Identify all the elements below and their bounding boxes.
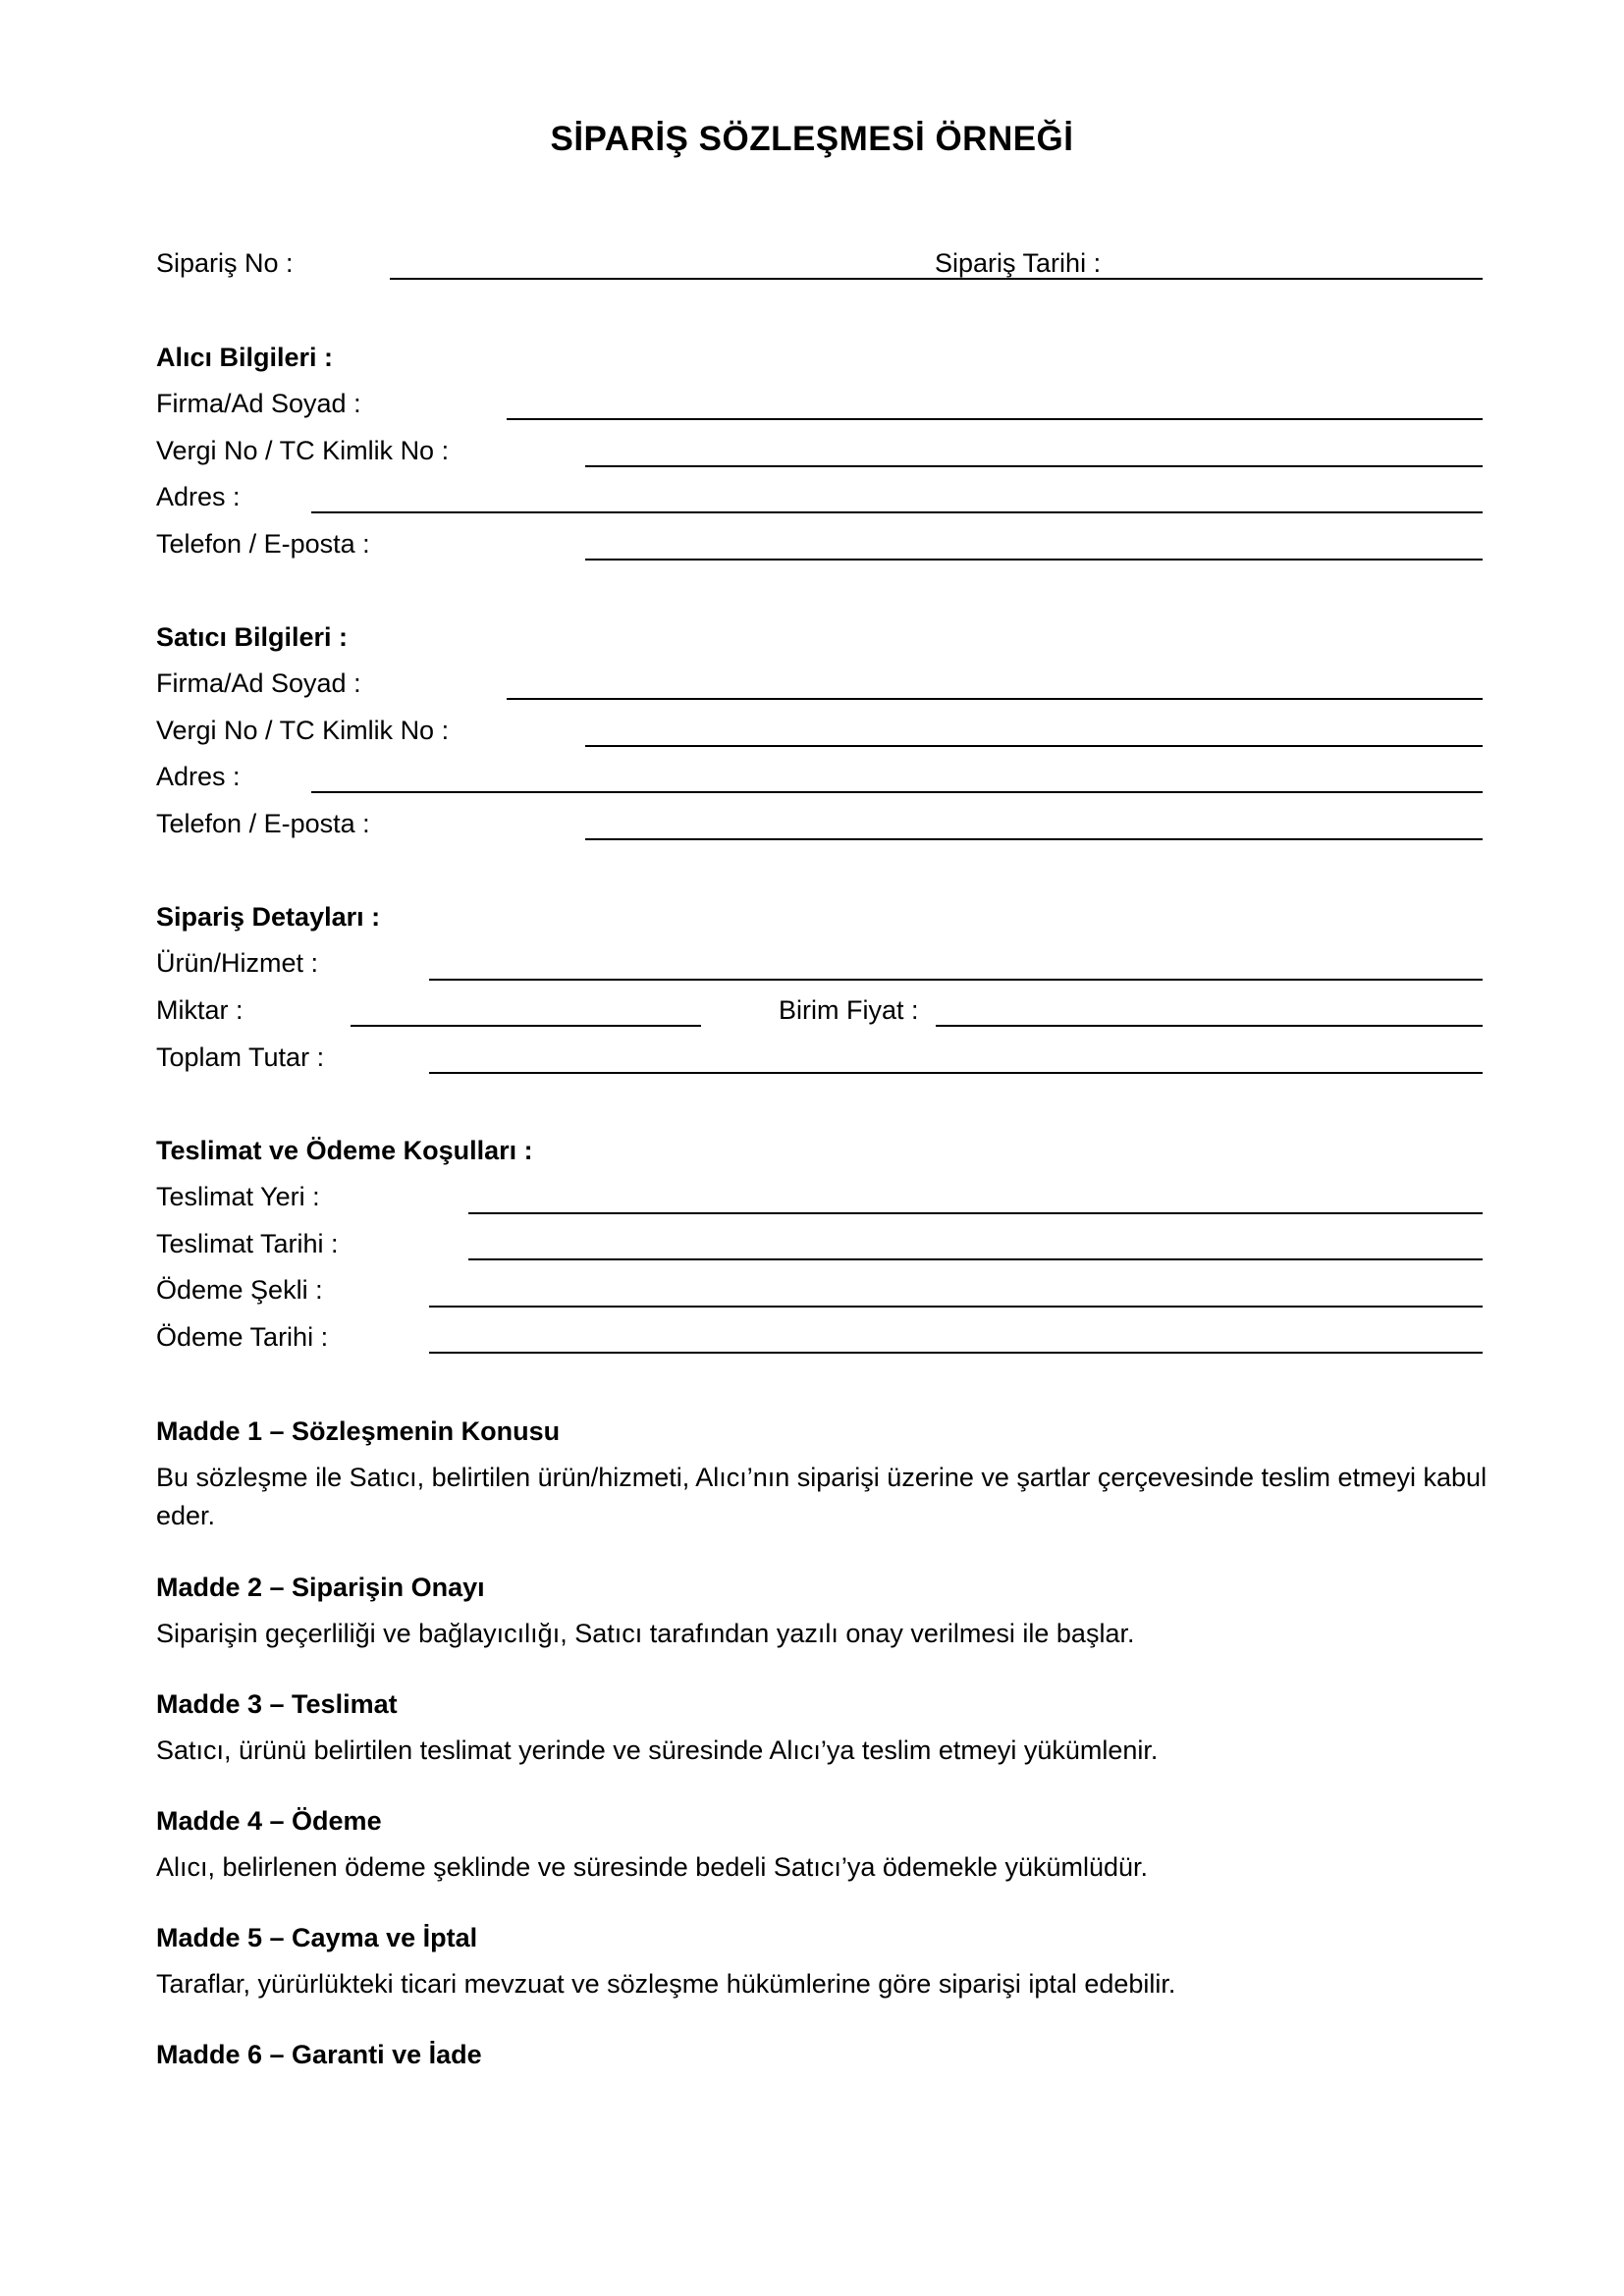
seller-tax-label: Vergi No / TC Kimlik No : — [156, 716, 450, 745]
payment-method-label: Ödeme Şekli : — [156, 1275, 323, 1305]
product-line[interactable] — [429, 979, 1483, 981]
delivery-date-label: Teslimat Tarihi : — [156, 1229, 339, 1258]
article-1-heading: Madde 1 – Sözleşmenin Konusu — [156, 1416, 561, 1446]
document-title: SİPARİŞ SÖZLEŞMESİ ÖRNEĞİ — [550, 120, 1074, 158]
buyer-tax-label: Vergi No / TC Kimlik No : — [156, 436, 450, 465]
seller-contact-label: Telefon / E-posta : — [156, 809, 370, 838]
article-4-heading: Madde 4 – Ödeme — [156, 1806, 382, 1836]
unit-price-label: Birim Fiyat : — [779, 995, 919, 1025]
article-5-text: Taraflar, yürürlükteki ticari mevzuat ve sözleşme hükümlerine göre siparişi iptal edebilir. — [156, 1969, 1176, 1999]
quantity-line[interactable] — [351, 1025, 701, 1027]
delivery-date-line[interactable] — [468, 1258, 1483, 1260]
buyer-name-label: Firma/Ad Soyad : — [156, 389, 361, 418]
article-1-text: Bu sözleşme ile Satıcı, belirtilen ürün/hizmeti, Alıcı’nın siparişi üzerine ve şartlar çerçevesinde teslim etmeyi kabul eder. — [156, 1463, 1488, 1530]
delivery-heading: Teslimat ve Ödeme Koşulları : — [156, 1136, 533, 1165]
total-line[interactable] — [429, 1072, 1483, 1074]
buyer-address-label: Adres : — [156, 482, 241, 511]
buyer-heading: Alıcı Bilgileri : — [156, 343, 334, 372]
payment-date-line[interactable] — [429, 1352, 1483, 1354]
article-2-heading: Madde 2 – Siparişin Onayı — [156, 1573, 485, 1602]
payment-method-line[interactable] — [429, 1306, 1483, 1308]
seller-tax-line[interactable] — [585, 745, 1483, 747]
order-no-label: Sipariş No : — [156, 248, 294, 278]
seller-address-line[interactable] — [311, 791, 1483, 793]
article-4-text: Alıcı, belirlenen ödeme şeklinde ve süresinde bedeli Satıcı’ya ödemekle yükümlüdür. — [156, 1852, 1149, 1882]
article-5-heading: Madde 5 – Cayma ve İptal — [156, 1923, 478, 1952]
buyer-contact-label: Telefon / E-posta : — [156, 529, 370, 559]
article-3-text: Satıcı, ürünü belirtilen teslimat yerinde ve süresinde Alıcı’ya teslim etmeyi yükümlenir. — [156, 1735, 1159, 1765]
seller-address-label: Adres : — [156, 762, 241, 791]
order-details-heading: Sipariş Detayları : — [156, 902, 381, 932]
seller-name-line[interactable] — [507, 698, 1483, 700]
order-date-label: Sipariş Tarihi : — [935, 248, 1102, 278]
seller-heading: Satıcı Bilgileri : — [156, 622, 349, 652]
seller-name-label: Firma/Ad Soyad : — [156, 668, 361, 698]
quantity-label: Miktar : — [156, 995, 244, 1025]
article-3-heading: Madde 3 – Teslimat — [156, 1689, 398, 1719]
unit-price-line[interactable] — [936, 1025, 1483, 1027]
delivery-place-line[interactable] — [468, 1212, 1483, 1214]
total-label: Toplam Tutar : — [156, 1042, 325, 1072]
buyer-name-line[interactable] — [507, 418, 1483, 420]
buyer-contact-line[interactable] — [585, 559, 1483, 561]
article-6-heading: Madde 6 – Garanti ve İade — [156, 2040, 482, 2069]
delivery-place-label: Teslimat Yeri : — [156, 1182, 320, 1211]
product-label: Ürün/Hizmet : — [156, 948, 319, 978]
buyer-address-line[interactable] — [311, 511, 1483, 513]
seller-contact-line[interactable] — [585, 838, 1483, 840]
article-2-text: Siparişin geçerliliği ve bağlayıcılığı, Satıcı tarafından yazılı onay verilmesi ile başlar. — [156, 1619, 1135, 1648]
buyer-tax-line[interactable] — [585, 465, 1483, 467]
payment-date-label: Ödeme Tarihi : — [156, 1322, 329, 1352]
